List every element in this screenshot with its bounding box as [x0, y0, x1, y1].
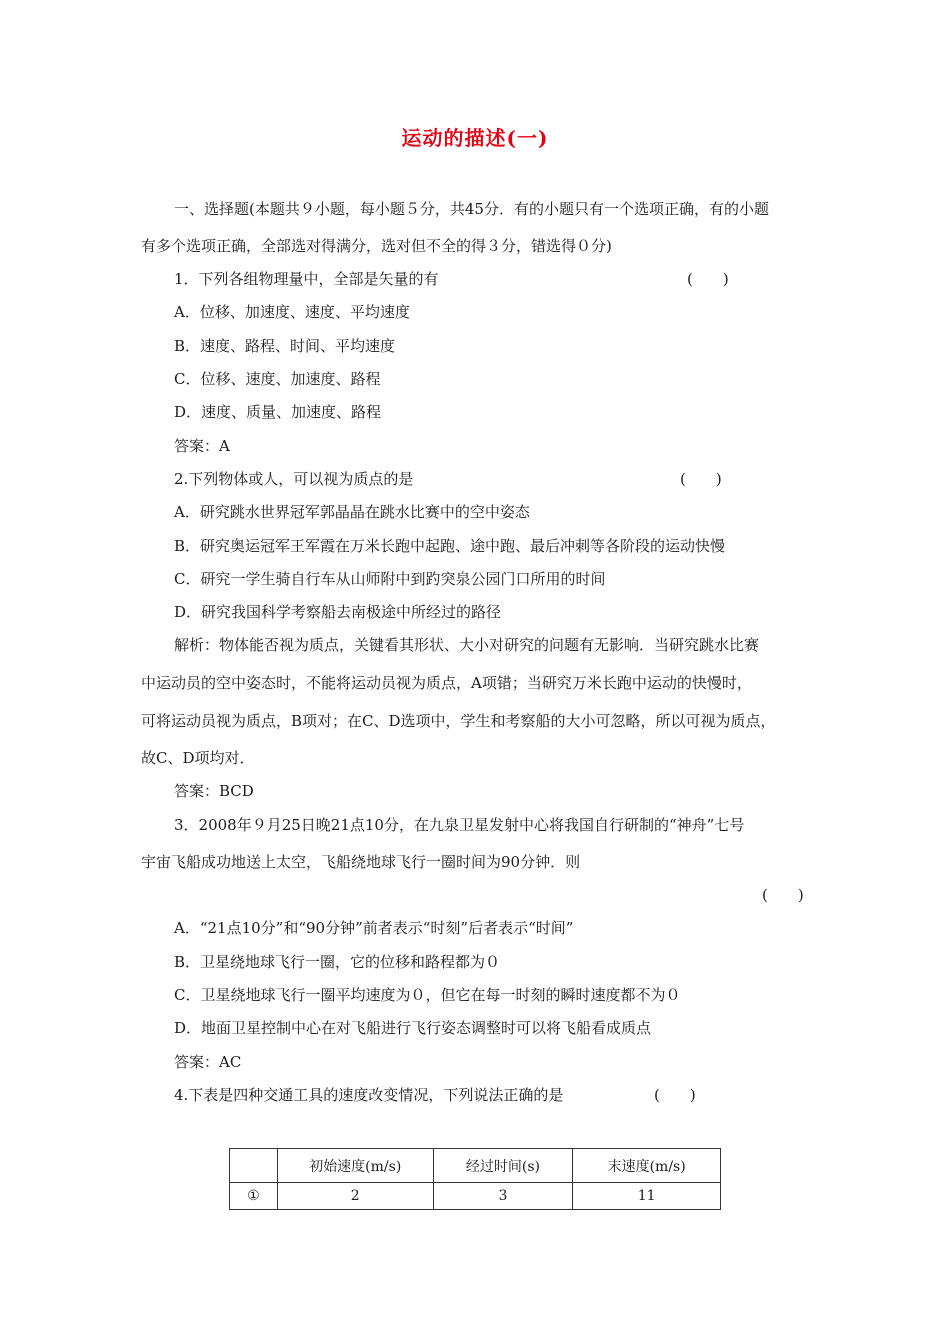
table-header-cell: 经过时间(s): [433, 1149, 573, 1183]
q1-answer: 答案：A: [174, 437, 230, 455]
table-header-cell: [230, 1149, 278, 1183]
q1-option-c: C．位移、速度、加速度、路程: [174, 370, 381, 388]
q3-option-c: C．卫星绕地球飞行一圈平均速度为０，但它在每一时刻的瞬时速度都不为０: [174, 986, 681, 1004]
q4-answer-blank: ( ): [654, 1086, 696, 1104]
section-intro-line1: 一、选择题(本题共９小题，每小题５分，共45分．有的小题只有一个选项正确，有的小题: [174, 200, 769, 218]
q3-answer: 答案：AC: [174, 1053, 242, 1071]
q4-stem: 4.下表是四种交通工具的速度改变情况，下列说法正确的是: [174, 1086, 564, 1104]
table-header-cell: 初始速度(m/s): [277, 1149, 433, 1183]
q3-option-d: D．地面卫星控制中心在对飞船进行飞行姿态调整时可以将飞船看成质点: [174, 1019, 652, 1037]
q2-answer-blank: ( ): [680, 470, 722, 488]
page-title: 运动的描述(一): [401, 126, 549, 150]
section-intro-line2: 有多个选项正确，全部选对得满分，选对但不全的得３分，错选得０分): [141, 237, 612, 255]
table-row: [230, 1183, 721, 1210]
q2-analysis-line4: 故C、D项均对．: [141, 749, 255, 767]
q2-analysis-line2: 中运动员的空中姿态时，不能将运动员视为质点，A项错；当研究万米长跑中运动的快慢时，: [141, 674, 752, 692]
table-cell: 3: [433, 1183, 573, 1210]
q1-option-d: D．速度、质量、加速度、路程: [174, 403, 382, 421]
q1-option-a: A．位移、加速度、速度、平均速度: [174, 303, 410, 321]
table-cell: 11: [573, 1183, 721, 1210]
q3-stem-line2: 宇宙飞船成功地送上太空，飞船绕地球飞行一圈时间为90分钟．则: [141, 853, 581, 871]
q3-answer-blank: ( ): [762, 886, 804, 904]
table-cell: 2: [277, 1183, 433, 1210]
q3-option-b: B．卫星绕地球飞行一圈，它的位移和路程都为０: [174, 953, 501, 971]
q1-answer-blank: ( ): [687, 270, 729, 288]
q2-analysis-line1: 解析：物体能否视为质点，关键看其形状、大小对研究的问题有无影响．当研究跳水比赛: [174, 636, 760, 654]
q2-option-c: C．研究一学生骑自行车从山师附中到趵突泉公园门口所用的时间: [174, 570, 606, 588]
table-cell: ①: [230, 1183, 278, 1210]
q1-stem: 1．下列各组物理量中，全部是矢量的有: [174, 270, 439, 288]
speed-change-table: [229, 1148, 721, 1210]
q2-option-b: B．研究奥运冠军王军霞在万米长跑中起跑、途中跑、最后冲刺等各阶段的运动快慢: [174, 537, 726, 555]
table-header-cell: 末速度(m/s): [573, 1149, 721, 1183]
q2-option-a: A．研究跳水世界冠军郭晶晶在跳水比赛中的空中姿态: [174, 503, 530, 521]
q2-analysis-line3: 可将运动员视为质点，B项对；在C、D选项中，学生和考察船的大小可忽略，所以可视为质点，: [141, 712, 776, 730]
q3-option-a: A．“21点10分”和“90分钟”前者表示“时刻”后者表示“时间”: [174, 919, 574, 937]
q2-stem: 2.下列物体或人，可以视为质点的是: [174, 470, 414, 488]
q2-option-d: D．研究我国科学考察船去南极途中所经过的路径: [174, 603, 502, 621]
q3-stem-line1: 3．2008年９月25日晚21点10分，在九泉卫星发射中心将我国自行研制的“神舟”七号: [174, 816, 745, 834]
q2-answer: 答案：BCD: [174, 782, 254, 800]
q1-option-b: B．速度、路程、时间、平均速度: [174, 337, 396, 355]
table-header-row: [230, 1149, 721, 1183]
